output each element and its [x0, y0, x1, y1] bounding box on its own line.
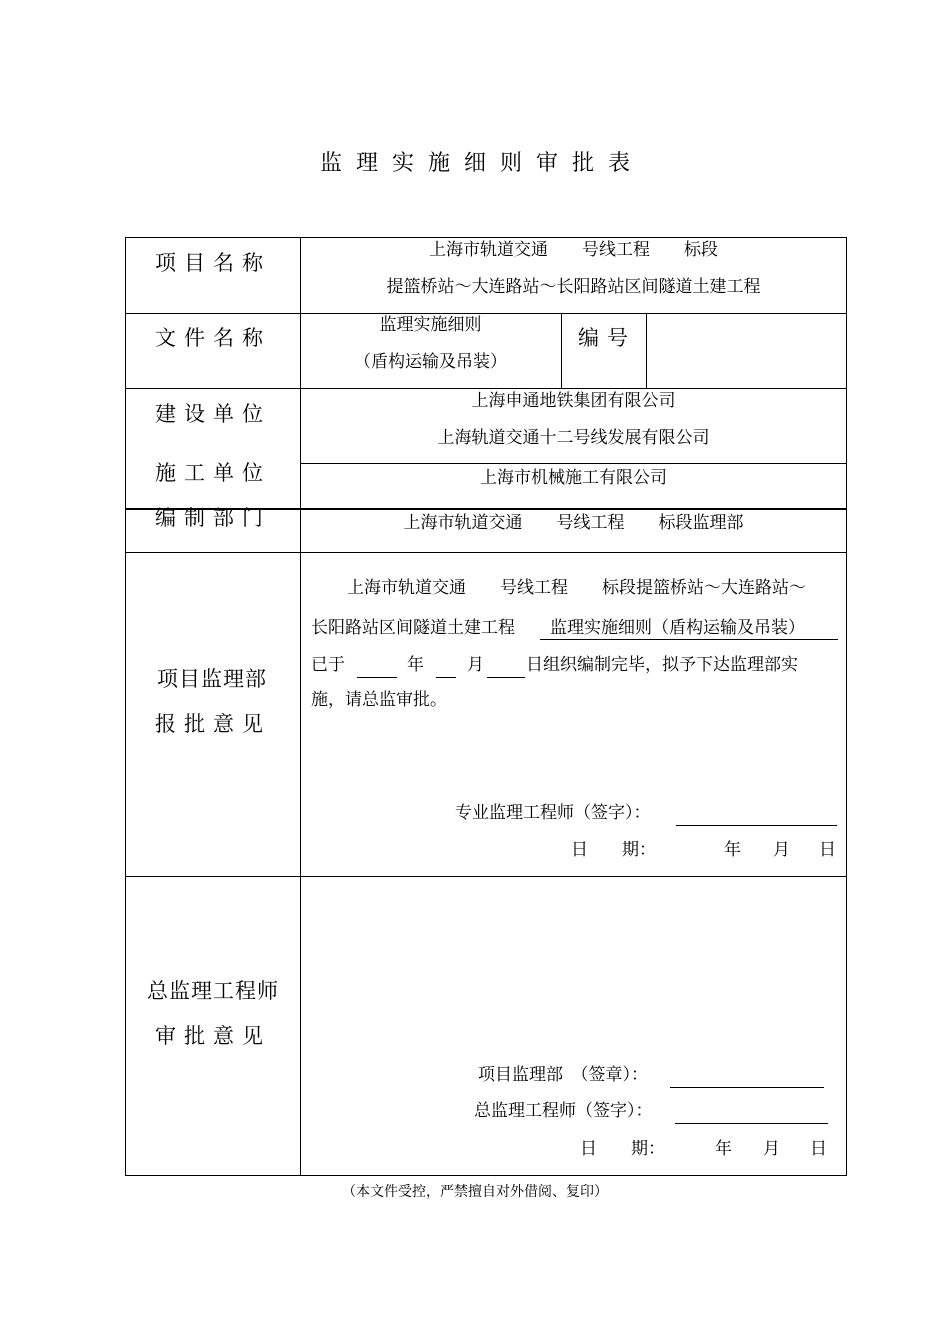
footer-note: （本文件受控，严禁擅自对外借阅、复印） [342, 1184, 608, 1200]
dept-seal-line [670, 1087, 824, 1088]
chief-signature-label: 总监理工程师（签字）： [474, 1101, 653, 1121]
project-dept-label-line2: 报批意见 [155, 712, 271, 736]
chief-date-day: 日 [810, 1139, 827, 1159]
chief-date-month: 月 [763, 1139, 780, 1159]
document-number-label: 编号 [578, 326, 636, 350]
document-title-underline [540, 639, 838, 640]
contractor-value: 上海市机械施工有限公司 [480, 468, 667, 488]
department-label: 编制部门 [155, 506, 271, 530]
opinion-date-day: 日 [819, 840, 836, 860]
chief-signature-line [675, 1123, 828, 1124]
chief-date-year: 年 [715, 1139, 732, 1159]
project-dept-label-line1: 项目监理部 [157, 667, 267, 691]
opinion-date-year: 年 [724, 840, 741, 860]
contractor-label: 施工单位 [155, 461, 271, 485]
opinion-para-line3a: 已于 [311, 655, 345, 675]
chief-label-line1: 总监理工程师 [147, 979, 279, 1003]
document-name-line1: 监理实施细则 [379, 315, 482, 335]
document-name-line2: （盾构运输及吊装） [354, 352, 507, 372]
project-name-line1: 上海市轨道交通 号线工程 标段 [429, 240, 718, 260]
row-divider [125, 313, 847, 314]
blank-day [487, 677, 525, 678]
professional-engineer-signature-line [676, 825, 837, 826]
project-name-line2: 提篮桥站～大连路站～长阳路站区间隧道土建工程 [386, 277, 761, 297]
page-title: 监理实施细则审批表 [319, 151, 644, 176]
document-number-divider-left [561, 313, 562, 388]
builder-line1: 上海申通地铁集团有限公司 [471, 391, 676, 411]
chief-label-line2: 审批意见 [155, 1024, 271, 1048]
row-divider [125, 388, 847, 389]
opinion-para-line1: 上海市轨道交通 号线工程 标段提篮桥站～大连路站～ [347, 578, 806, 598]
chief-date-label: 日 期： [580, 1139, 665, 1159]
blank-month [436, 677, 456, 678]
opinion-para-line2a: 长阳路站区间隧道土建工程 [311, 618, 515, 638]
row-divider [125, 552, 847, 553]
blank-year [357, 677, 397, 678]
row-divider [300, 463, 847, 464]
opinion-para-line4: 施，请总监审批。 [311, 690, 447, 710]
document-number-divider-right [646, 313, 647, 388]
professional-engineer-signature-label: 专业监理工程师（签字）： [455, 803, 651, 823]
opinion-para-line3-year: 年 [407, 655, 424, 675]
opinion-para-line3-rest: 日组织编制完毕，拟予下达监理部实 [526, 655, 798, 675]
builder-line2: 上海轨道交通十二号线发展有限公司 [437, 428, 710, 448]
dept-seal-label: 项目监理部 （签章）： [478, 1065, 648, 1085]
row-divider [125, 876, 847, 877]
department-value: 上海市轨道交通 号线工程 标段监理部 [403, 513, 744, 533]
label-column-divider [300, 237, 301, 1176]
opinion-date-label: 日 期： [571, 840, 656, 860]
builder-label: 建设单位 [155, 402, 271, 426]
opinion-date-month: 月 [773, 840, 790, 860]
project-name-label: 项目名称 [155, 251, 271, 275]
document-name-label: 文件名称 [155, 326, 271, 350]
opinion-para-line2b: 监理实施细则（盾构运输及吊装） [550, 618, 805, 638]
opinion-para-line3-month: 月 [467, 655, 484, 675]
